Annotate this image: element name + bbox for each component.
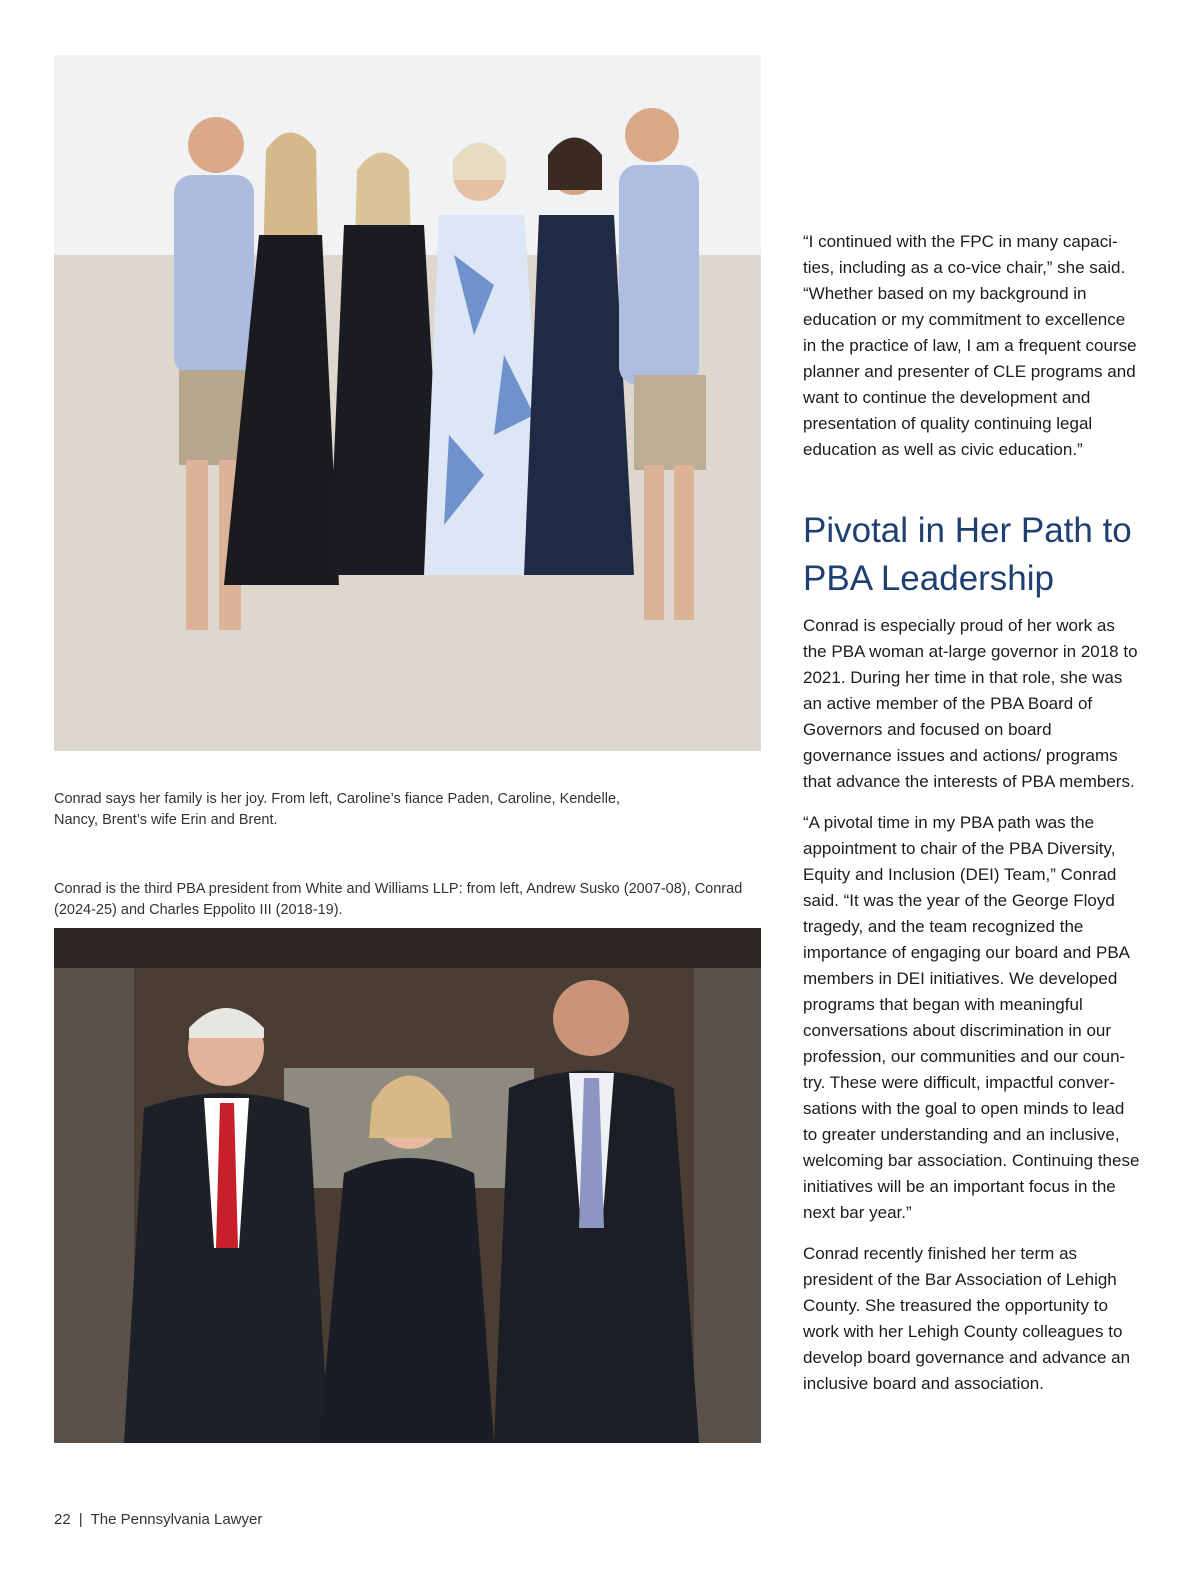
presidents-photo-caption: Conrad is the third PBA president from White and Williams LLP: from left, Andrew Susko (2007-08), Conrad (2024-25) and Charles Eppolito III (2018-19). [54, 880, 743, 918]
section-heading: Pivotal in Her Path to PBA Leadership [803, 511, 1132, 598]
footer-separator: | [78, 1511, 83, 1528]
presidents-photo [54, 928, 761, 1443]
right-column-body [803, 613, 1143, 1412]
body-paragraph-3: Conrad recently finished her term as president of the Bar Association of Lehigh County. She treasured the opportunity to work with her Lehigh County colleagues to develop board governance and advance an inclusive board and association. [803, 1244, 1131, 1393]
intro-paragraph: “I continued with the FPC in many capaci-ties, including as a co-vice chair,” she said. “Whether based on my background in education or my commitment to excellence in the practice of law, I am a frequent course planner and presenter of CLE programs and want to continue the development and presentation of quality continuing legal education as well as civic education.” [803, 232, 1137, 459]
right-column-intro [803, 229, 1143, 478]
page-footer [54, 1511, 262, 1528]
body-paragraph-1: Conrad is especially proud of her work as the PBA woman at-large governor in 2018 to 2021. During her time in that role, she was an active member of the PBA Board of Governors and focused on board governance issues and actions/ programs that advance the interests of PBA members. [803, 616, 1138, 791]
page-number: 22 [54, 1511, 71, 1528]
publication-name: The Pennsylvania Lawyer [90, 1511, 263, 1528]
family-beach-photo [54, 55, 761, 751]
body-paragraph-2: “A pivotal time in my PBA path was the appointment to chair of the PBA Diversity, Equity and Inclusion (DEI) Team,” Conrad said. “It was the year of the George Floyd tragedy, and the team recognized the importance of engaging our board and PBA members in DEI initiatives. We developed programs that began with meaningful conversations about discrimination in our profession, our communities and our coun-try. These were difficult, impactful conver-sations with the goal to open minds to lead to greater understanding and an inclusive, welcoming bar association. Continuing these initiatives will be an important focus in the next bar year.” [803, 813, 1140, 1222]
family-photo-caption: Conrad says her family is her joy. From left, Caroline’s fiance Paden, Caroline, Kendelle, Nancy, Brent’s wife Erin and Brent. [54, 790, 621, 828]
